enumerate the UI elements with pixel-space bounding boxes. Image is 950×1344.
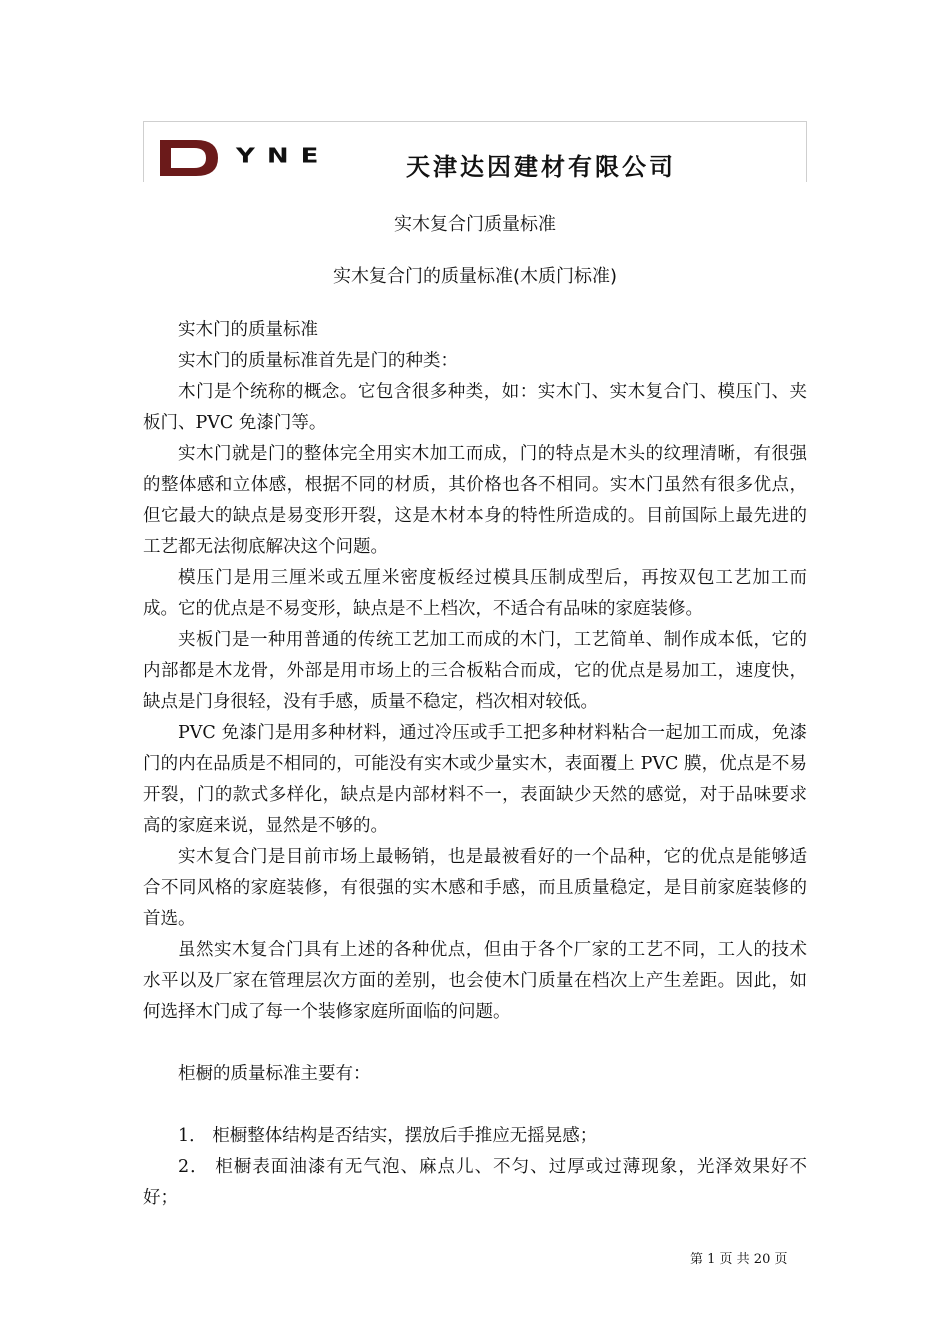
list-item: 1． 柜橱整体结构是否结实，摆放后手推应无摇晃感； <box>178 1126 598 1146</box>
paragraph: 夹板门是一种用普通的传统工艺加工而成的木门，工艺简单、制作成本低，它的内部都是木龙骨，外部是用市场上的三合板粘合而成，它的优点是易加工，速度快，缺点是门身很轻，没有手感，质量不稳定，档次相对较低。 <box>143 630 807 712</box>
document-body <box>143 315 807 1214</box>
page-title: 实木复合门质量标准 <box>394 214 556 235</box>
dyne-logo-d-icon <box>160 140 218 176</box>
paragraph: 实木门的质量标准首先是门的种类： <box>178 351 458 371</box>
paragraph: 虽然实木复合门具有上述的各种优点，但由于各个厂家的工艺不同，工人的技术水平以及厂家在管理层次方面的差别，也会使木门质量在档次上产生差距。因此，如何选择木门成了每一个装修家庭所面临的问题。 <box>143 940 807 1022</box>
page-footer: 第 1 页 共 20 页 <box>690 1252 788 1267</box>
list-item: 2． 柜橱表面油漆有无气泡、麻点儿、不匀、过厚或过薄现象，光泽效果好不好； <box>143 1157 807 1208</box>
paragraph: 实木复合门是目前市场上最畅销，也是最被看好的一个品种，它的优点是能够适合不同风格的家庭装修，有很强的实木感和手感，而且质量稳定，是目前家庭装修的首选。 <box>143 847 807 929</box>
paragraph: 实木门就是门的整体完全用实木加工而成，门的特点是木头的纹理清晰，有很强的整体感和立体感，根据不同的材质，其价格也各不相同。实木门虽然有很多优点，但它最大的缺点是易变形开裂，这是木材本身的特性所造成的。目前国际上最先进的工艺都无法彻底解决这个问题。 <box>143 444 807 557</box>
cabinet-intro: 柜橱的质量标准主要有： <box>178 1064 371 1084</box>
paragraph: 木门是个统称的概念。它包含很多种类，如：实木门、实木复合门、模压门、夹板门、PVC 免漆门等。 <box>143 382 807 433</box>
logo-letters: YNE <box>236 144 331 168</box>
page-subtitle: 实木复合门的质量标准(木质门标准) <box>332 266 618 287</box>
paragraph: PVC 免漆门是用多种材料，通过冷压或手工把多种材料粘合一起加工而成，免漆门的内在品质是不相同的，可能没有实木或少量实木，表面覆上 PVC 膜，优点是不易开裂，门的款式多样化，缺点是内部材料不一，表面缺少天然的感觉，对于品味要求高的家庭来说，显然是不够的。 <box>143 723 807 836</box>
company-header <box>143 121 807 182</box>
company-name: 天津达因建材有限公司 <box>406 153 676 181</box>
paragraph: 模压门是用三厘米或五厘米密度板经过模具压制成型后，再按双包工艺加工而成。它的优点是不易变形，缺点是不上档次，不适合有品味的家庭装修。 <box>143 568 807 619</box>
paragraph: 实木门的质量标准 <box>178 320 318 340</box>
